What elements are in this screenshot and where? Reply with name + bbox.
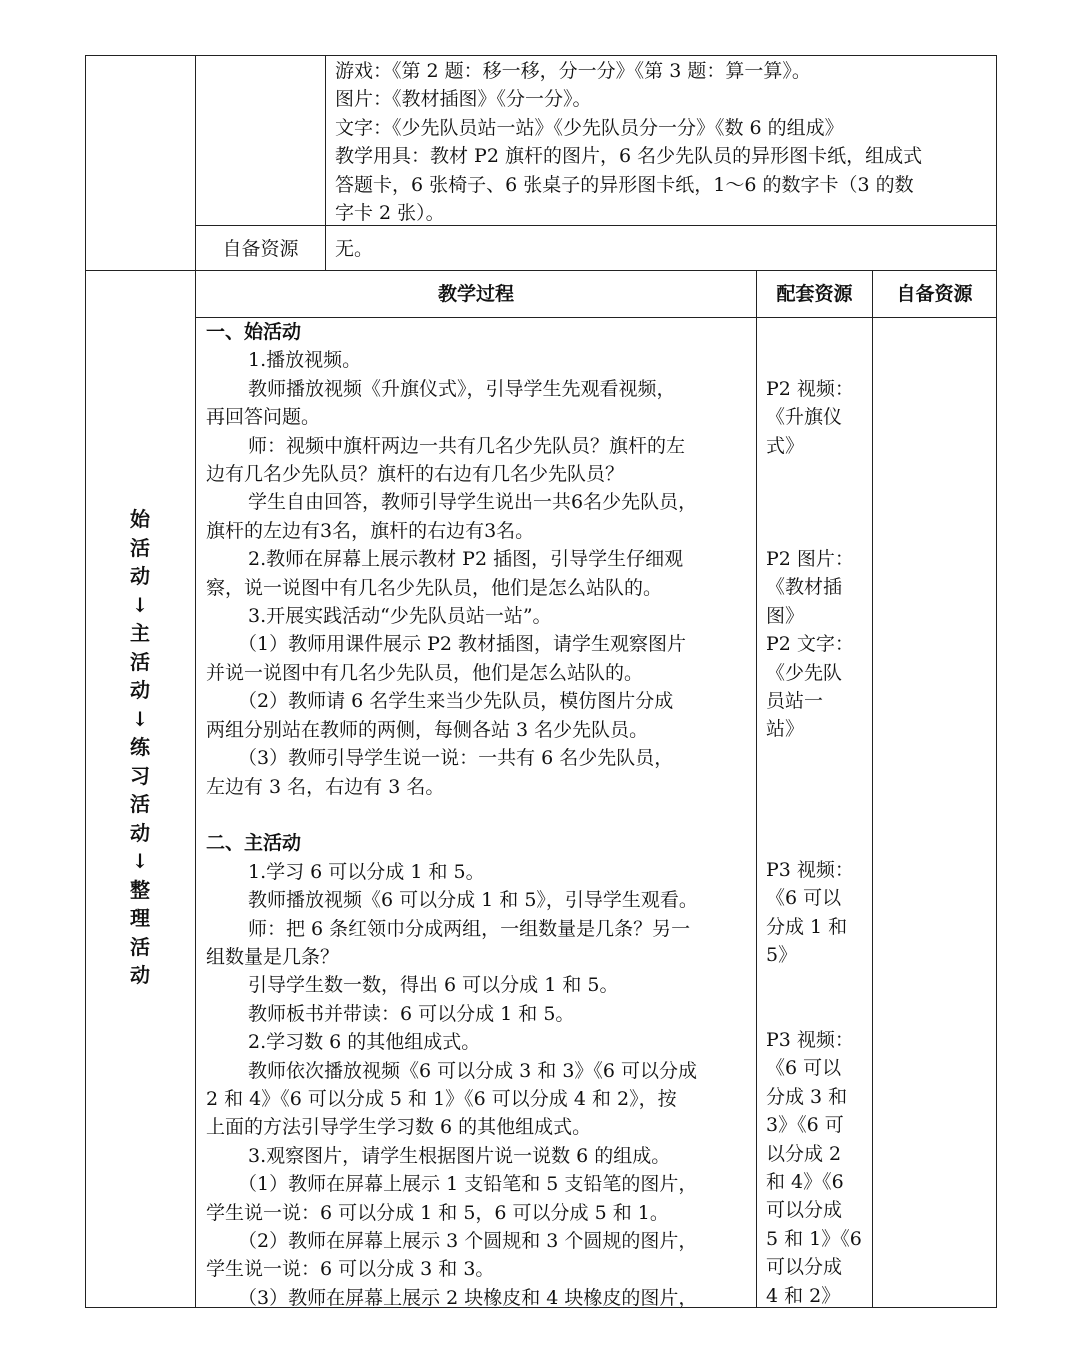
resource-line: P3 视频： [766, 1029, 854, 1051]
section-heading: 二、主活动 [206, 832, 302, 855]
matched-resource-group [766, 375, 870, 460]
sidebar-char: 活 [130, 535, 150, 560]
process-line: 教师依次播放视频《6 可以分成 3 和 3》《6 可以分成 [248, 1059, 698, 1082]
header-teaching-process: 教学过程 [437, 283, 514, 305]
process-line: 学生说一说：6 可以分成 1 和 5，6 可以分成 5 和 1。 [206, 1201, 669, 1224]
resource-line: P2 视频： [766, 378, 854, 400]
process-line: （1）教师用课件展示 P2 教材插图，请学生观察图片 [238, 633, 687, 656]
table-left-border [85, 55, 86, 1308]
process-line: 1.学习 6 可以分成 1 和 5。 [248, 860, 485, 883]
resource-line: 3》《6 可 [766, 1114, 844, 1137]
sidebar-char: 活 [130, 649, 150, 674]
process-line: 1.播放视频。 [248, 349, 362, 372]
resource-line: 5 和 1》《6 [766, 1227, 862, 1250]
section-heading: 一、始活动 [206, 321, 302, 343]
process-line: 教师播放视频《升旗仪式》，引导学生先观看视频， [248, 377, 676, 400]
sidebar-char: 动 [130, 963, 150, 987]
process-line: 学生说一说：6 可以分成 3 和 3。 [206, 1258, 495, 1281]
process-line: 师：视频中旗杆两边一共有几名少先队员？旗杆的左 [248, 434, 686, 457]
process-line: （1）教师在屏幕上展示 1 支铅笔和 5 支铅笔的图片， [238, 1173, 698, 1196]
resource-line: 和 4》《6 [766, 1171, 844, 1194]
process-line: 师：把 6 条红领巾分成两组，一组数量是几条？另一 [248, 917, 691, 940]
col-divider-self [872, 270, 873, 1308]
process-line: 边有几名少先队员？旗杆的右边有几名少先队员？ [206, 463, 625, 486]
resource-line: 以分成 2 [766, 1142, 842, 1165]
blank-line [206, 801, 751, 829]
resources-line: 图片：《教材插图》《分一分》。 [335, 88, 592, 111]
header-self-resources: 自备资源 [896, 283, 973, 305]
resource-line: 可以分成 [766, 1199, 843, 1222]
sidebar-char: 活 [130, 792, 150, 816]
sidebar-char: 主 [130, 621, 150, 645]
process-line: 再回答问题。 [206, 406, 321, 429]
resources-line: 教学用具：教材 P2 旗杆的图片，6 名少先队员的异形图卡纸，组成式 [335, 145, 923, 168]
resources-line: 文字：《少先队员站一站》《少先队员分一分》《数 6 的组成》 [335, 116, 844, 139]
resource-line: 式》 [766, 434, 805, 457]
resource-line: 《6 可以 [766, 887, 842, 910]
process-line: （3）教师在屏幕上展示 2 块橡皮和 4 块橡皮的图片， [238, 1286, 698, 1309]
col-divider-label [325, 55, 326, 271]
sidebar-char: 动 [130, 678, 150, 702]
resources-block [335, 57, 990, 227]
process-line: 两组分别站在教师的两侧，每侧各站 3 名少先队员。 [206, 718, 649, 741]
resource-line: 可以分成 [766, 1256, 843, 1279]
matched-resource-group [766, 856, 870, 970]
resources-line: 答题卡，6 张椅子、6 张桌子的异形图卡纸，1～6 的数字卡（3 的数 [335, 173, 914, 196]
sidebar-char: 始 [130, 507, 150, 531]
resource-line: 《少先队 [766, 661, 843, 684]
process-line: 察，说一说图中有几名少先队员，他们是怎么站队的。 [206, 576, 663, 599]
resource-line: 图》 [766, 604, 805, 627]
resources-line: 字卡 2 张）。 [335, 202, 445, 225]
resource-line: 站》 [766, 718, 805, 741]
self-resources-label: 自备资源 [222, 238, 299, 260]
sidebar-char: 习 [130, 763, 150, 788]
sidebar-char: 整 [130, 877, 150, 902]
process-line: 3.开展实践活动“少先队员站一站”。 [248, 605, 552, 628]
process-line: 教师板书并带读：6 可以分成 1 和 5。 [248, 1002, 575, 1025]
resource-line: 分成 3 和 [766, 1085, 848, 1108]
process-line: 2.学习数 6 的其他组成式。 [248, 1031, 481, 1054]
down-arrow-icon: ↓ [131, 592, 149, 617]
col-divider-matched [756, 270, 757, 1308]
header-matched-resources: 配套资源 [776, 283, 853, 305]
sidebar-char: 活 [130, 934, 150, 959]
resource-line: 《教材插 [766, 576, 843, 599]
sidebar-char: 动 [130, 564, 150, 588]
process-line: （2）教师在屏幕上展示 3 个圆规和 3 个圆规的图片， [238, 1230, 698, 1252]
process-line: 引导学生数一数，得出 6 可以分成 1 和 5。 [248, 974, 619, 997]
resource-line: 分成 1 和 [766, 915, 848, 938]
process-line: 组数量是几条？ [206, 945, 340, 968]
process-line: 旗杆的左边有3名，旗杆的右边有3名。 [206, 519, 535, 542]
resource-line: 《6 可以 [766, 1057, 842, 1080]
activity-flow-sidebar [120, 505, 160, 990]
process-line: 左边有 3 名，右边有 3 名。 [206, 775, 445, 798]
process-line: 并说一说图中有几名少先队员，他们是怎么站队的。 [206, 661, 644, 684]
process-line: 上面的方法引导学生学习数 6 的其他组成式。 [206, 1116, 592, 1139]
resources-line: 游戏：《第 2 题：移一移，分一分》《第 3 题：算一算》。 [335, 60, 811, 82]
teaching-process-content [206, 318, 751, 1312]
table-top-border [85, 55, 996, 56]
process-line: 3.观察图片，请学生根据图片说一说数 6 的组成。 [248, 1144, 671, 1167]
self-resources-value: 无。 [335, 238, 374, 260]
resource-line: 5》 [766, 944, 798, 967]
process-line: 2.教师在屏幕上展示教材 P2 插图，引导学生仔细观 [248, 548, 684, 571]
process-line: （3）教师引导学生说一说：一共有 6 名少先队员， [238, 747, 674, 770]
process-line: 学生自由回答，教师引导学生说出一共6名少先队员， [248, 491, 698, 514]
matched-resource-group [766, 1026, 870, 1310]
process-line: 教师播放视频《6 可以分成 1 和 5》，引导学生观看。 [248, 889, 698, 912]
down-arrow-icon: ↓ [131, 849, 149, 873]
resource-line: P2 图片： [766, 548, 854, 570]
resource-line: 4 和 2》 [766, 1284, 841, 1307]
sidebar-char: 动 [130, 820, 150, 845]
sidebar-char: 练 [130, 735, 150, 759]
sidebar-char: 理 [130, 906, 150, 930]
process-line: （2）教师请 6 名学生来当少先队员，模仿图片分成 [238, 690, 674, 713]
resource-line: P3 视频： [766, 859, 854, 881]
process-line: 2 和 4》《6 可以分成 5 和 1》《6 可以分成 4 和 2》，按 [206, 1087, 677, 1110]
down-arrow-icon: ↓ [131, 706, 149, 731]
resource-line: 《升旗仪 [766, 406, 843, 429]
matched-resource-group [766, 545, 870, 744]
resource-line: P2 文字： [766, 633, 854, 656]
table-right-border [996, 55, 997, 1308]
resource-line: 员站一 [766, 690, 824, 713]
